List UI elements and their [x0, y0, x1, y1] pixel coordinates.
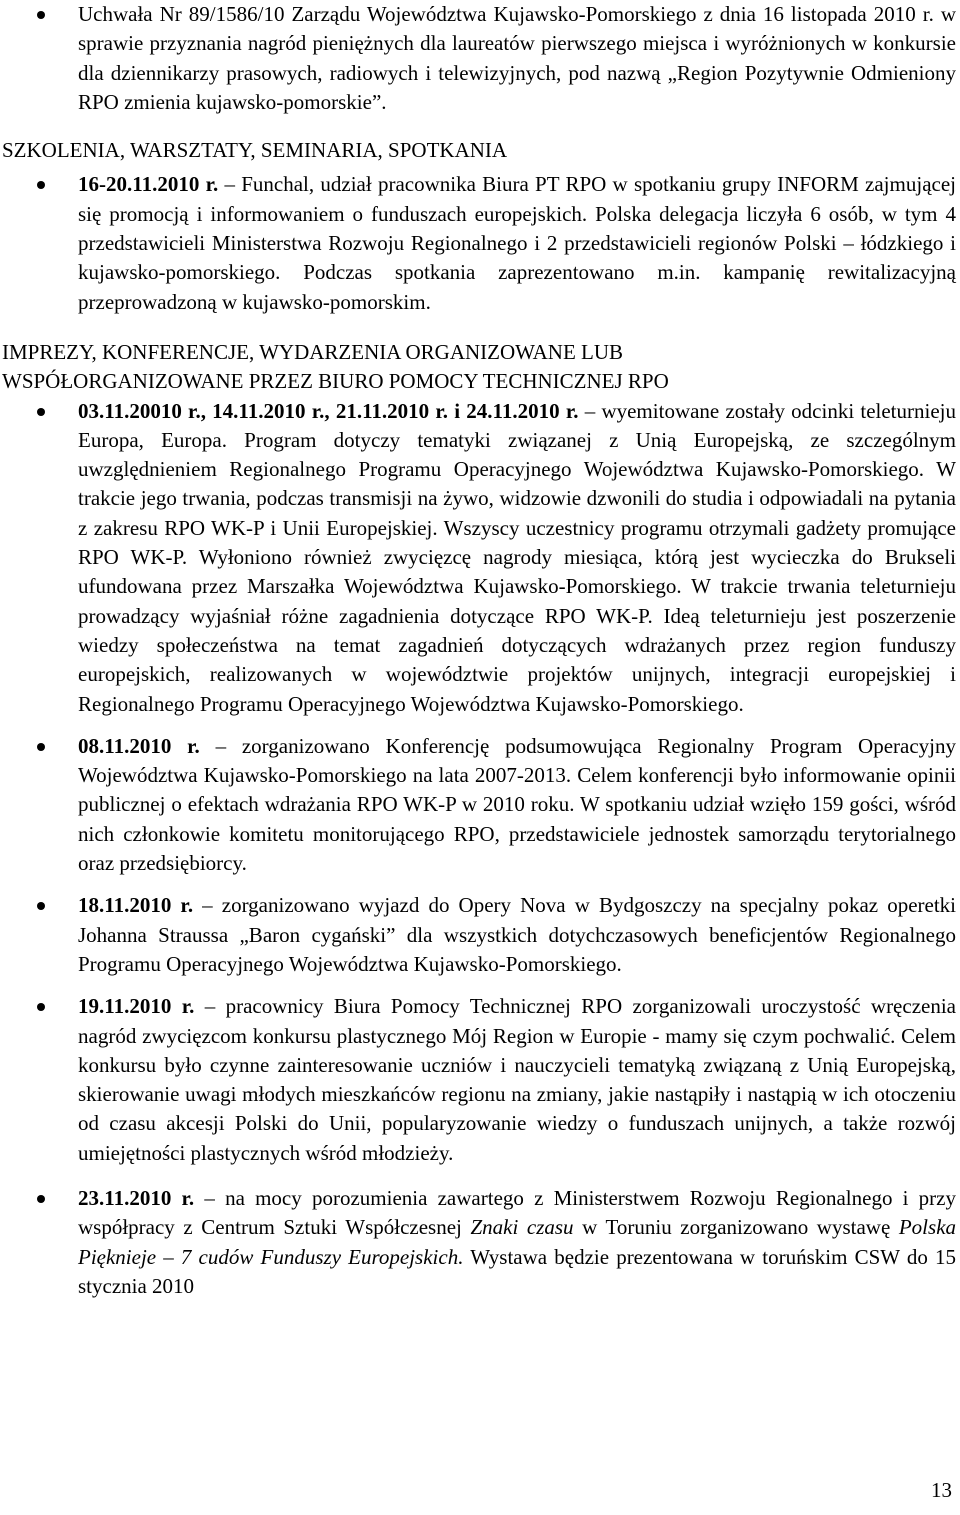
section-szkolenia-list — [2, 170, 956, 316]
section-heading-szkolenia: SZKOLENIA, WARSZTATY, SEMINARIA, SPOTKANIA — [2, 138, 508, 163]
list-item-konferencja — [2, 732, 956, 878]
list-item-teleturniej — [2, 397, 956, 719]
section-heading-imprezy-line2: WSPÓŁORGANIZOWANE PRZEZ BIURO POMOCY TECHNICZNEJ RPO — [2, 369, 669, 394]
list-item-opera — [2, 891, 956, 979]
item-date: 08.11.2010 r. — [78, 733, 200, 758]
item-date: 23.11.2010 r. — [78, 1185, 195, 1210]
item-text: – na mocy porozumienia zawartego z Ministerstwem Rozwoju Regionalnego i przy współpracy z Centrum Sztuki Współczesnej — [78, 1185, 957, 1240]
item-text: – wyemitowane zostały odcinki teleturnieju Europa, Europa. Program dotyczy tematyki związanej z Unią Europejską, ze szczególnym uwzględnieniem Regionalnego Programu Operacyjnego Województwa Kujawsko-Pomorskiego. W trakcie jego trwania, podczas transmisji na żywo, widzowie dzwonili do studia i odpowiadali na pytania z zakresu RPO WK-P i Unii Europejskiej. Wszyscy uczestnicy programu otrzymali gadżety promujące RPO WK-P. Wyłoniono również zwycięzcę nagrody miesiąca, którą jest wycieczka do Brukseli ufundowana przez Marszałka Województwa Kujawsko-Pomorskiego. W trakcie trwania teleturnieju prowadzący wyjaśniał różne zagadnienia dotyczące RPO WK-P. Ideą teleturnieju jest poszerzenie wiedzy społeczeństwa na temat zagadnień dotyczących wdrażanych przez region funduszy europejskich, realizowanych w województwie projektów unijnych, integracji europejskiej i Regionalnego Programu Operacyjnego Województwa Kujawsko-Pomorskiego. — [78, 398, 956, 716]
section-heading-imprezy-line1: IMPREZY, KONFERENCJE, WYDARZENIA ORGANIZOWANE LUB — [2, 339, 624, 364]
item-text: – Funchal, udział pracownika Biura PT RPO w spotkaniu grupy INFORM zajmującej się promocją i informowaniem o funduszach europejskich. Polska delegacja liczyła 6 osób, w tym 4 przedstawicieli Ministerstwa Rozwoju Regionalnego i 2 przedstawicieli regionów Polski – łódzkiego i kujawsko-pomorskiego. Podczas spotkania zaprezentowano m.in. kampanię rewitalizacyjną przeprowadzoną w kujawsko-pomorskim. — [78, 172, 956, 314]
item-date: 03.11.20010 r., 14.11.2010 r., 21.11.2010 r. i 24.11.2010 r. — [78, 398, 579, 423]
list-item-konkurs — [2, 992, 956, 1168]
list-item-wystawa — [2, 1184, 956, 1301]
item-text-italic: Znaki czasu — [470, 1215, 574, 1240]
item-date: 19.11.2010 r. — [78, 994, 195, 1019]
item-text: w Toruniu zorganizowano wystawę — [573, 1215, 899, 1240]
item-date: 16-20.11.2010 r. — [78, 172, 219, 197]
item-text: Wystawa będzie prezentowana w toruńskim CSW do 15 stycznia 2010 — [78, 1244, 956, 1298]
section-uchwaly-list — [2, 0, 956, 117]
item-date: 18.11.2010 r. — [78, 893, 194, 918]
item-text: – zorganizowano Konferencję podsumowująca Regionalny Program Operacyjny Województwa Kujawsko-Pomorskiego na lata 2007-2013. Celem konferencji było informowanie opinii publicznej o efektach wdrażania RPO WK-P w 2010 roku. W spotkaniu udział wzięło 159 gości, wśród nich członkowie komitetu monitorującego RPO, przedstawiciele jednostek samorządu terytorialnego oraz przedsiębiorcy. — [78, 733, 957, 876]
section-heading-imprezy — [2, 338, 956, 397]
item-text: – pracownicy Biura Pomocy Technicznej RPO zorganizowali uroczystość wręczenia nagród zwycięzcom konkursu plastycznego Mój Region w Europie - mamy się czym pochwalić. Celem konkursu było czynne zainteresowanie uczniów i nauczycieli tematyką związaną z Unią Europejską, skierowanie uwagi młodych mieszkańców regionu na zmiany, jakie nastąpiły i nastąpią w ich otoczeniu od czasu akcesji Polski do Unii, popularyzowanie wiedzy o funduszach unijnych, a także rozwój umiejętności plastycznych wśród młodzieży. — [78, 994, 956, 1165]
item-text: – zorganizowano wyjazd do Opery Nova w Bydgoszczy na specjalny pokaz operetki Johanna Straussa „Baron cygański” dla wszystkich dotychczasowych beneficjentów Regionalnego Programu Operacyjnego Województwa Kujawsko-Pomorskiego. — [78, 893, 956, 976]
list-item-funchal — [2, 170, 956, 316]
section-imprezy-list — [2, 397, 956, 1302]
item-text-italic: Polska Pięknieje – 7 cudów Funduszy Europejskich. — [78, 1215, 957, 1269]
item-text: Uchwała Nr 89/1586/10 Zarządu Województwa Kujawsko-Pomorskiego z dnia 16 listopada 2010 r. w sprawie przyznania nagród pieniężnych dla laureatów pierwszego miejsca i wyróżnionych w konkursie dla dziennikarzy prasowych, radiowych i telewizyjnych, pod nazwą „Region Pozytywnie Odmieniony RPO zmienia kujawsko-pomorskie”. — [78, 2, 956, 114]
page-number: 13 — [931, 1478, 952, 1502]
list-item-uchwala — [2, 0, 956, 117]
